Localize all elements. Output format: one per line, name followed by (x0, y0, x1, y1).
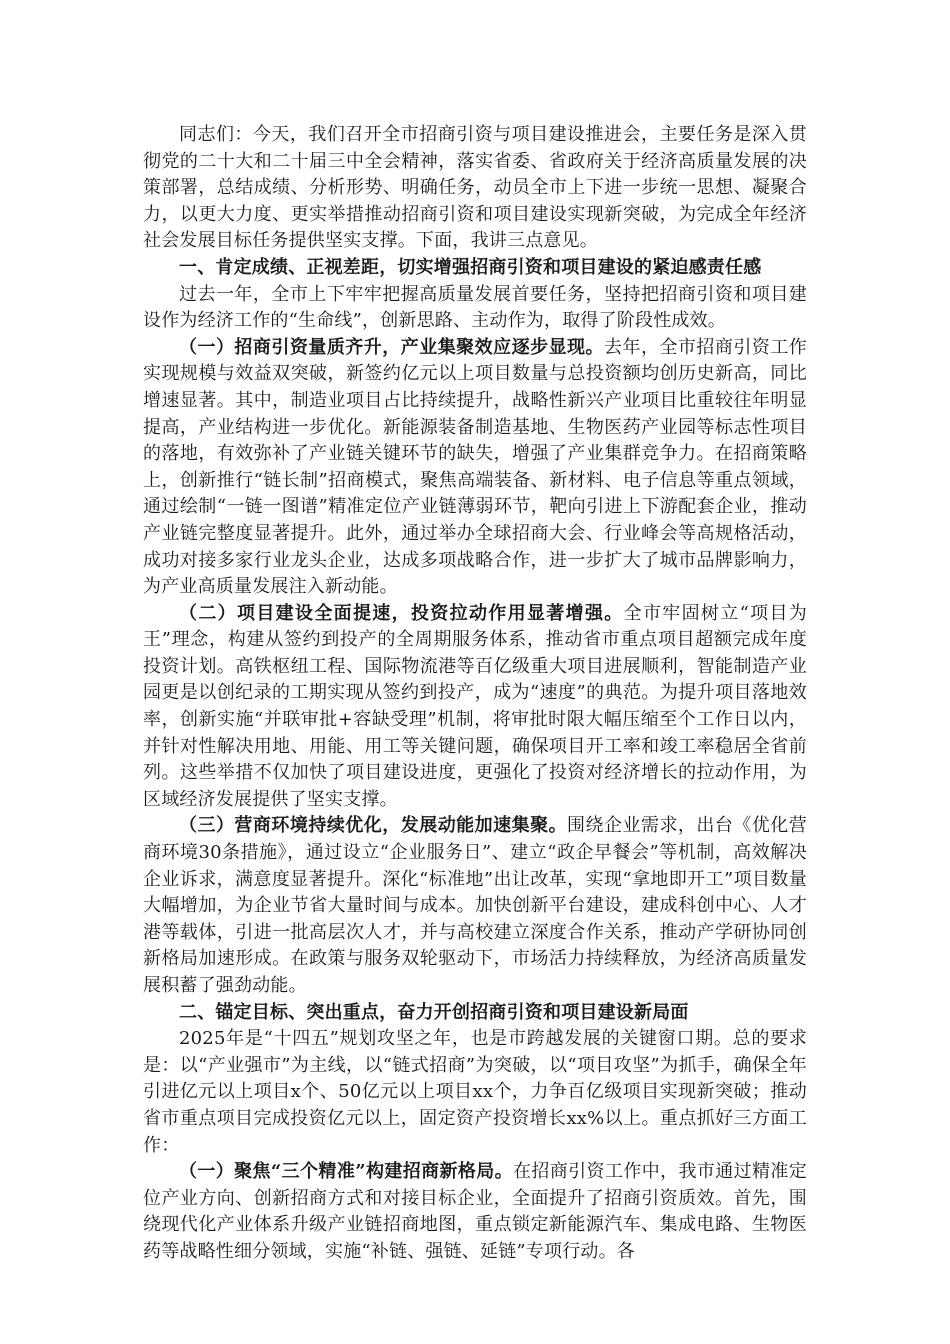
paragraph-1-2 (143, 601, 807, 814)
section-heading-2: 二、锚定目标、突出重点，奋力开创招商引资和项目建设新局面 (179, 1001, 689, 1023)
paragraph-1-1 (143, 335, 807, 601)
document-body (143, 122, 807, 1266)
paragraph-intro-1: 过去一年，全市上下牢牢把握高质量发展首要任务，坚持把招商引资和项目建设作为经济工作的“生命线”，创新思路、主动作为，取得了阶段性成效。 (143, 283, 807, 332)
subheading-1-1: （一）招商引资量质齐升，产业集聚效应逐步显现。 (179, 336, 605, 358)
paragraph-2-1 (143, 1159, 807, 1265)
paragraph-1-1-body: 去年，全市招商引资工作实现规模与效益双突破，新签约亿元以上项目数量与总投资额均创历史新高，同比增速显著。其中，制造业项目占比持续提升，战略性新兴产业项目比重较往年明显提高，产业结构进一步优化。新能源装备制造基地、生物医药产业园等标志性项目的落地，有效弥补了产业链关键环节的缺失，增强了产业集群竞争力。在招商策略上，创新推行“链长制”招商模式，聚焦高端装备、新材料、电子信息等重点领域，通过绘制“一链一图谱”精准定位产业链薄弱环节，靶向引进上下游配套企业，推动产业链完整度显著提升。此外，通过举办全球招商大会、行业峰会等高规格活动，成功对接多家行业龙头企业，达成多项战略合作，进一步扩大了城市品牌影响力，为产业高质量发展注入新动能。 (143, 336, 807, 598)
paragraph-2-1-body: 在招商引资工作中，我市通过精准定位产业方向、创新招商方式和对接目标企业，全面提升了招商引资质效。首先，围绕现代化产业体系升级产业链招商地图，重点锁定新能源汽车、集成电路、生物医药等战略性细分领域，实施“补链、强链、延链”专项行动。各 (143, 1161, 807, 1262)
paragraph-1-3 (143, 813, 807, 999)
paragraph-opening: 同志们：今天，我们召开全市招商引资与项目建设推进会，主要任务是深入贯彻党的二十大和二十届三中全会精神，落实省委、省政府关于经济高质量发展的决策部署，总结成绩、分析形势、明确任务，动员全市上下进一步统一思想、凝聚合力，以更大力度、更实举措推动招商引资和项目建设实现新突破，为完成全年经济社会发展目标任务提供坚实支撑。下面，我讲三点意见。 (143, 124, 807, 252)
paragraph-intro-2: 2025年是“十四五”规划攻坚之年，也是市跨越发展的关键窗口期。总的要求是：以“产业强市”为主线，以“链式招商”为突破，以“项目攻坚”为抓手，确保全年引进亿元以上项目x个、50亿元以上项目xx个，力争百亿级项目实现新突破；推动省市重点项目完成投资亿元以上，固定资产投资增长xx%以上。重点抓好三方面工作： (143, 1028, 807, 1156)
subheading-2-1: （一）聚焦“三个精准”构建招商新格局。 (179, 1161, 514, 1183)
paragraph-1-3-body: 围绕企业需求，出台《优化营商环境30条措施》，通过设立“企业服务日”、建立“政企早餐会”等机制，高效解决企业诉求，满意度显著提升。深化“标准地”出让改革，实现“拿地即开工”项目数量大幅增加，为企业节省大量时间与成本。加快创新平台建设，建成科创中心、人才港等载体，引进一批高层次人才，并与高校建立深度合作关系，推动产学研协同创新格局加速形成。在政策与服务双轮驱动下，市场活力持续释放，为经济高质量发展积蓄了强劲动能。 (143, 815, 807, 996)
subheading-1-3: （三）营商环境持续优化，发展动能加速集聚。 (179, 815, 568, 837)
paragraph-1-2-body: 全市牢固树立“项目为王”理念，构建从签约到投产的全周期服务体系，推动省市重点项目超额完成年度投资计划。高铁枢纽工程、国际物流港等百亿级重大项目进展顺利，智能制造产业园更是以创纪录的工期实现从签约到投产，成为“速度”的典范。为提升项目落地效率，创新实施“并联审批+容缺受理”机制，将审批时限大幅压缩至个工作日以内，并针对性解决用地、用能、用工等关键问题，确保项目开工率和竣工率稳居全省前列。这些举措不仅加快了项目建设进度，更强化了投资对经济增长的拉动作用，为区域经济发展提供了坚实支撑。 (143, 602, 807, 810)
section-heading-1: 一、肯定成绩、正视差距，切实增强招商引资和项目建设的紧迫感责任感 (179, 256, 762, 278)
subheading-1-2: （二）项目建设全面提速，投资拉动作用显著增强。 (179, 602, 624, 624)
